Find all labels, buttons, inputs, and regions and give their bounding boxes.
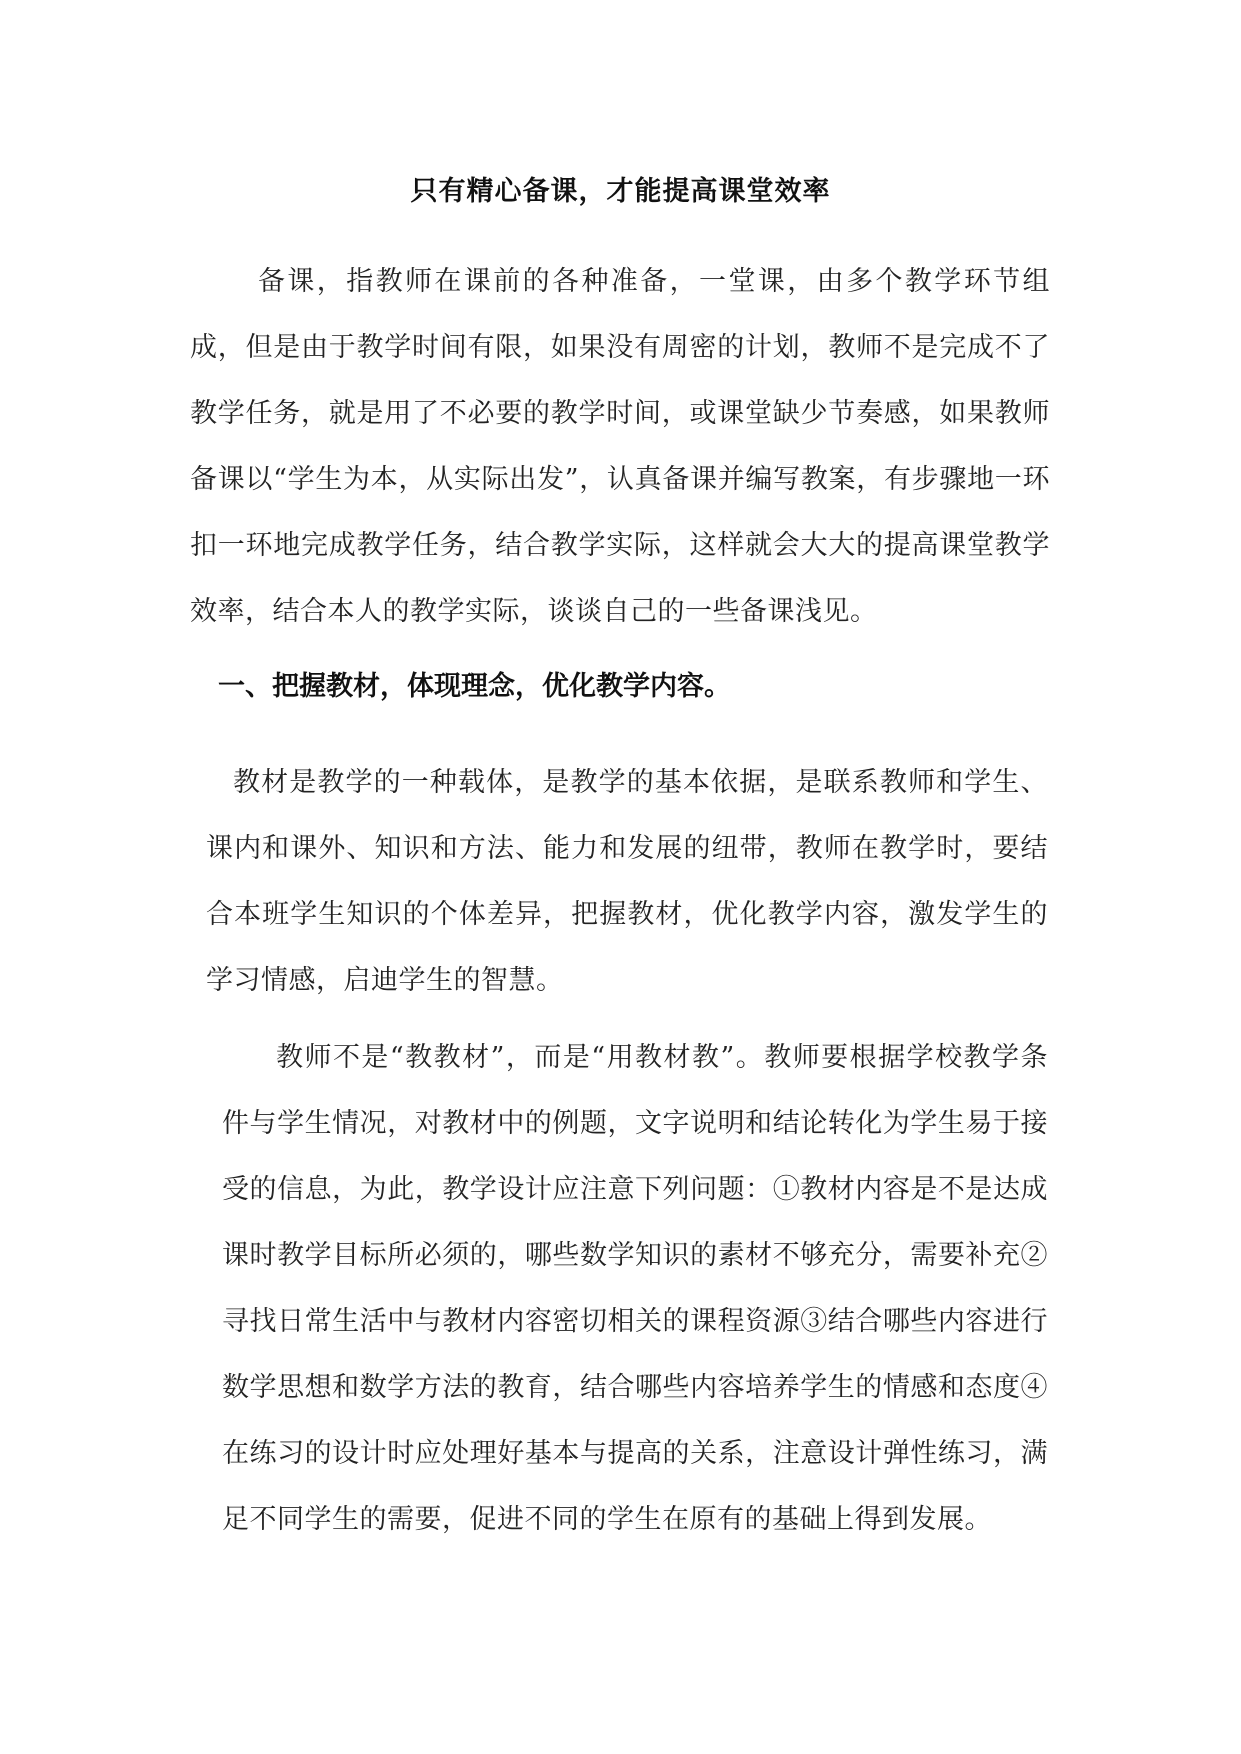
paragraph-teaching-design: 教师不是“教教材”，而是“用教材教”。教师要根据学校教学条件与学生情况，对教材中的例题，文字说明和结论转化为学生易于接受的信息，为此，教学设计应注意下列问题：①教材内容是不是达成课时教学目标所必须的，哪些数学知识的素材不够充分，需要补充②寻找日常生活中与教材内容密切相关的课程资源③结合哪些内容进行数学思想和数学方法的教育，结合哪些内容培养学生的情感和态度④在练习的设计时应处理好基本与提高的关系，注意设计弹性练习，满足不同学生的需要，促进不同的学生在原有的基础上得到发展。 — [222, 1042, 1048, 1535]
paragraph-textbook: 教材是教学的一种载体，是教学的基本依据，是联系教师和学生、课内和课外、知识和方法、能力和发展的纽带，教师在教学时，要结合本班学生知识的个体差异，把握教材，优化教学内容，激发学生的学习情感，启迪学生的智慧。 — [206, 767, 1048, 996]
section-heading: 一、把握教材，体现理念，优化教学内容。 — [218, 671, 731, 702]
paragraph-intro: 备课，指教师在课前的各种准备，一堂课，由多个教学环节组成，但是由于教学时间有限，如果没有周密的计划，教师不是完成不了教学任务，就是用了不必要的教学时间，或课堂缺少节奏感，如果教师备课以“学生为本，从实际出发”，认真备课并编写教案，有步骤地一环扣一环地完成教学任务，结合教学实际，这样就会大大的提高课堂教学效率，结合本人的教学实际，谈谈自己的一些备课浅见。 — [190, 266, 1050, 627]
document-title: 只有精心备课，才能提高课堂效率 — [410, 176, 831, 207]
